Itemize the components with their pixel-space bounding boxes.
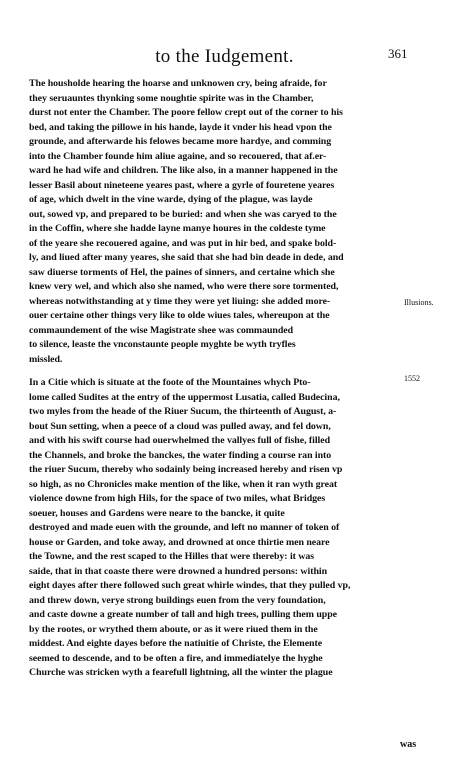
text-line: missled. [29,353,63,365]
text-line: knew very wel, and which also she named, who were there sore tormented, [29,281,339,292]
text-line: saw diuerse torments of Hel, the paines of sinners, and certaine which she [29,266,335,278]
text-line: the Channels, and broke the banckes, the water finding a course ran into [29,449,332,461]
text-line: soeuer, houses and Gardens were neare to the bancke, it quite [29,507,285,519]
paragraph-2 [29,376,401,681]
text-line: bed, and taking the pillowe in his hande, layde it vnder his head vpon the [29,121,332,133]
text-line: by the rootes, or wrythed them aboute, or as it were riued them in the [29,623,318,635]
text-line: ward he had wife and children. The like also, in a manner happened in the [29,165,338,176]
text-line: of the yeare she recouered againe, and was put in hir bed, and spake bold- [29,237,337,249]
text-line: eight dayes after there followed such great whirle windes, that they pulled vp, [29,580,351,591]
text-line: saide, that in that coaste there were drowned a hundred persons: within [29,565,328,577]
text-line: lesser Basil about nineteene yeares past, where a gyrle of fouretene yeares [29,179,335,191]
text-line: the riuer Sucum, thereby who sodainly being increased hereby and risen vp [29,464,343,475]
page-number: 361 [388,46,408,61]
text-line: out, sowed vp, and prepared to be buried: and when she was caryed to the [29,208,337,220]
text-line: and caste downe a greate number of tall and high trees, pulling them uppe [29,609,337,620]
catchword: was [400,739,417,750]
text-line: in the Coffin, where she hadde layne manye houres in the coldeste tyme [29,223,326,234]
text-line: and with his swift course had ouerwhelmed the vallyes full of fishe, filled [29,435,331,446]
text-line: commaundement of the wise Magistrate shee was commaunded [29,324,294,336]
text-line: destroyed and made euen with the grounde, and left no manner of token of [29,522,340,533]
text-line: into the Chamber founde him aliue againe, and so recouered, that af.er- [29,150,327,162]
text-line: durst not enter the Chamber. The poore fellow crept out of the corner to his [29,107,343,118]
body-text [29,77,401,681]
text-line: of age, which dwelt in the vine warde, dying of the plague, was layde [29,194,313,205]
text-line: grounde, and afterwarde his felowes became more hardye, and comming [29,136,332,147]
text-line: bout Sun setting, when a peece of a cloud was pulled away, and fel down, [29,420,331,432]
running-title: to the Iudgement. [155,46,294,67]
text-line: whereas notwithstanding at y time they were yet liuing: she added more- [29,295,331,307]
text-line: the Towne, and the rest scaped to the Hilles that were thereby: it was [29,551,315,562]
text-line: Churche was stricken wyth a fearefull lightning, all the winter the plague [29,667,333,678]
margin-note-year: 1552 [404,374,420,383]
text-line: ouer certaine other things very like to olde wiues tales, whereupon at the [29,310,330,321]
text-line: house or Garden, and toke away, and drowned at once thirtie men neare [29,536,330,548]
text-line: lome called Sudites at the entry of the uppermost Lusatia, called Budecina, [29,391,340,403]
text-line: ly, and liued after many yeares, she said that she had bin deade in dede, and [29,252,344,263]
text-line: In a Citie which is situate at the foote of the Mountaines whych Pto- [29,377,311,388]
text-line: and threw down, verye strong buildings euen from the very foundation, [29,594,326,606]
text-line: middest. And eighte dayes before the natiuitie of Christe, the Elemente [29,638,323,649]
text-line: The housholde hearing the hoarse and unknowen cry, being afraide, for [29,78,327,89]
text-line: seemed to descende, and to be often a fire, and immediatelye the hyghe [29,652,323,664]
text-line: violence downe from high Hils, for the space of two miles, what Bridges [29,493,326,504]
paragraph-1 [29,77,401,367]
text-line: so high, as no Chronicles make mention of the like, when it ran wyth great [29,478,338,490]
text-line: two myles from the heade of the Riuer Sucum, the thirteenth of August, a- [29,406,337,417]
margin-note-illusions: Illusions. [404,298,434,307]
text-line: they seruauntes thynking some noughtie spirite was in the Chamber, [29,92,314,104]
text-line: to silence, leaste the vnconstaunte people myghte be wyth tryfles [29,339,296,350]
